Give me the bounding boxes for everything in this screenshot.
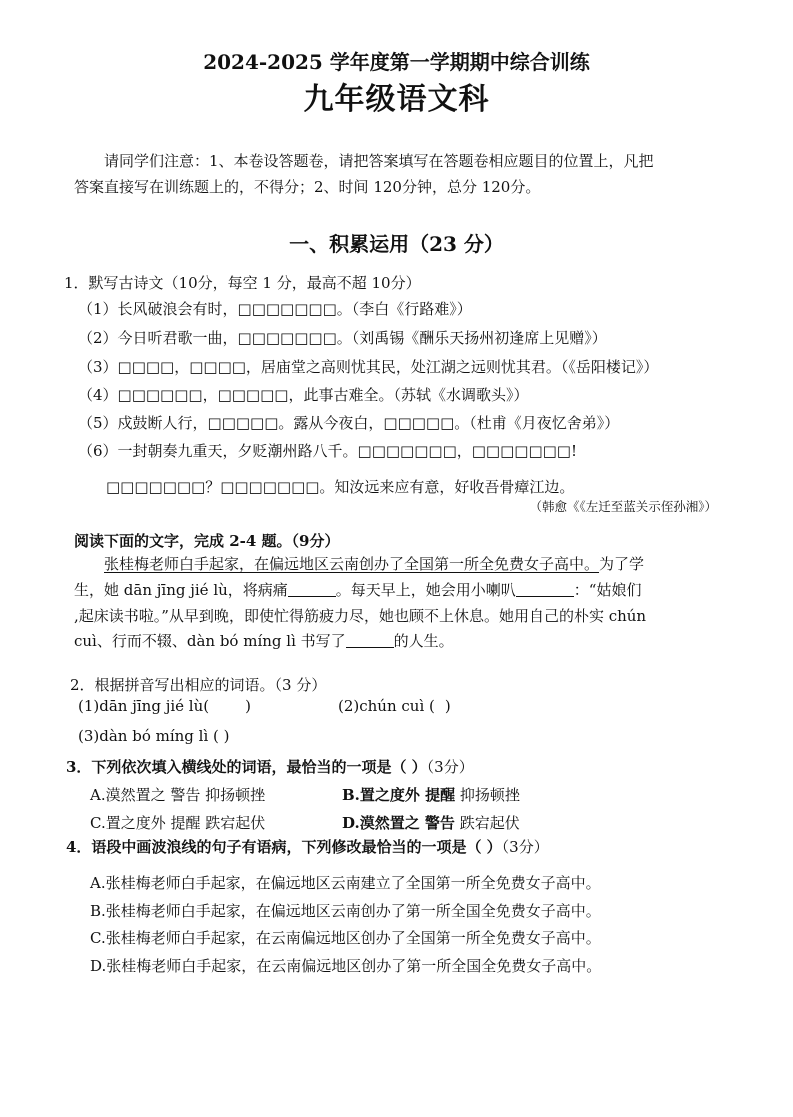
instructions-line-1: 请同学们注意：1、本卷设答题卷，请把答案填写在答题卷相应题目的位置上，凡把 xyxy=(104,152,654,170)
q1-item-2: （2）今日听君歌一曲，□□□□□□□。（刘禹锡《酬乐天扬州初逢席上见赠》） xyxy=(78,329,607,347)
fill-blank-1 xyxy=(288,582,336,597)
q3-option-b-letter: B. xyxy=(342,786,360,804)
q1-item-6-continued: □□□□□□□？□□□□□□□。知汝远来应有意，好收吾骨瘴江边。 xyxy=(106,478,575,496)
q3-option-d-rest: 跌宕起伏 xyxy=(454,814,520,832)
q3-stem-text: 3．下列依次填入横线处的词语，最恰当的一项是（ ） xyxy=(66,758,427,776)
reading-heading: 阅读下面的文字，完成 2-4 题。（9分） xyxy=(74,532,340,550)
q3-option-b-bold: 置之度外 提醒 xyxy=(359,786,456,804)
q4-option-b: B.张桂梅老师白手起家，在偏远地区云南创办了第一所全国全免费女子高中。 xyxy=(90,902,601,920)
wavy-underlined-sentence: 张桂梅老师白手起家，在偏远地区云南创办了全国第一所全免费女子高中。 xyxy=(104,555,600,573)
q3-stem xyxy=(66,756,474,777)
reading-line-1 xyxy=(104,553,644,574)
q3-option-c: C.置之度外 提醒 跌宕起伏 xyxy=(90,814,266,832)
q2-stem: 2．根据拼音写出相应的词语。（3 分） xyxy=(70,676,327,694)
reading-line-2 xyxy=(74,579,641,600)
reading-text: cuì、行而不辍、dàn bó míng lì 书写了 xyxy=(74,632,346,650)
q2-a xyxy=(78,697,251,715)
q4-option-c: C.张桂梅老师白手起家，在云南偏远地区创办了全国第一所全免费女子高中。 xyxy=(90,929,601,947)
q2-b-close: ) xyxy=(444,697,451,715)
q3-option-d xyxy=(342,812,520,833)
q1-item-6: （6）一封朝奏九重天，夕贬潮州路八千。□□□□□□□，□□□□□□□! xyxy=(78,442,577,460)
exam-title: 2024-2025 学年度第一学期期中综合训练 xyxy=(203,50,590,74)
exam-subject: 九年级语文科 xyxy=(303,82,490,117)
q2-b-text: (2)chún cuì ( xyxy=(338,697,435,715)
reading-text: 。每天早上，她会用小喇叭 xyxy=(335,581,516,599)
reading-text: ：“姑娘们 xyxy=(573,581,642,599)
q4-stem-text: 4．语段中画波浪线的句子有语病，下列修改最恰当的一项是（ ） xyxy=(66,838,502,856)
reading-line-1-tail: 为了学 xyxy=(599,555,645,573)
q4-stem xyxy=(66,836,549,857)
q4-option-a: A.张桂梅老师白手起家，在偏远地区云南建立了全国第一所全免费女子高中。 xyxy=(90,874,601,892)
q2-c: (3)dàn bó míng lì ( ) xyxy=(78,727,230,745)
q2-b xyxy=(338,697,451,715)
q3-option-d-letter: D. xyxy=(342,814,360,832)
q4-score: （3分） xyxy=(501,838,549,856)
q3-option-b xyxy=(342,784,520,805)
q2-a-close: ) xyxy=(245,697,251,715)
instructions-line-2: 答案直接写在训练题上的，不得分；2、时间 120分钟，总分 120分。 xyxy=(74,178,541,196)
reading-line-3: ,起床读书啦。”从早到晚，即使忙得筋疲力尽，她也顾不上休息。她用自己的朴实 chún xyxy=(74,607,647,625)
fill-blank-2 xyxy=(516,582,574,597)
q1-item-4: （4）□□□□□□，□□□□□，此事古难全。（苏轼《水调歌头》） xyxy=(78,386,529,404)
q1-item-1: （1）长风破浪会有时，□□□□□□□。（李白《行路难》） xyxy=(78,300,472,318)
q3-score: （3分） xyxy=(426,758,474,776)
q4-option-d: D.张桂梅老师白手起家，在云南偏远地区创办了第一所全国全免费女子高中。 xyxy=(90,957,602,975)
q3-option-a: A.漠然置之 警告 抑扬顿挫 xyxy=(90,786,266,804)
q3-option-d-bold: 漠然置之 警告 xyxy=(359,814,455,832)
q2-a-text: (1)dān jīng jié lù( xyxy=(78,697,210,715)
section-heading: 一、积累运用（23 分） xyxy=(289,232,504,256)
q1-stem: 1．默写古诗文（10分，每空 1 分，最高不超 10分） xyxy=(64,274,421,292)
q3-option-b-rest: 抑扬顿挫 xyxy=(455,786,520,804)
reading-text: 生，她 dān jīng jié lù，将病痛 xyxy=(74,581,288,599)
q1-item-5: （5）戍鼓断人行，□□□□□。露从今夜白，□□□□□。（杜甫《月夜忆舍弟》） xyxy=(78,414,620,432)
q1-item-6-source: （韩愈《《左迁至蓝关示侄孙湘》） xyxy=(529,499,717,514)
fill-blank-3 xyxy=(346,633,394,648)
reading-text: 的人生。 xyxy=(393,632,454,650)
reading-line-4 xyxy=(74,630,454,651)
q1-item-3: （3）□□□□，□□□□，居庙堂之高则忧其民，处江湖之远则忧其君。（《岳阳楼记》） xyxy=(78,358,659,376)
